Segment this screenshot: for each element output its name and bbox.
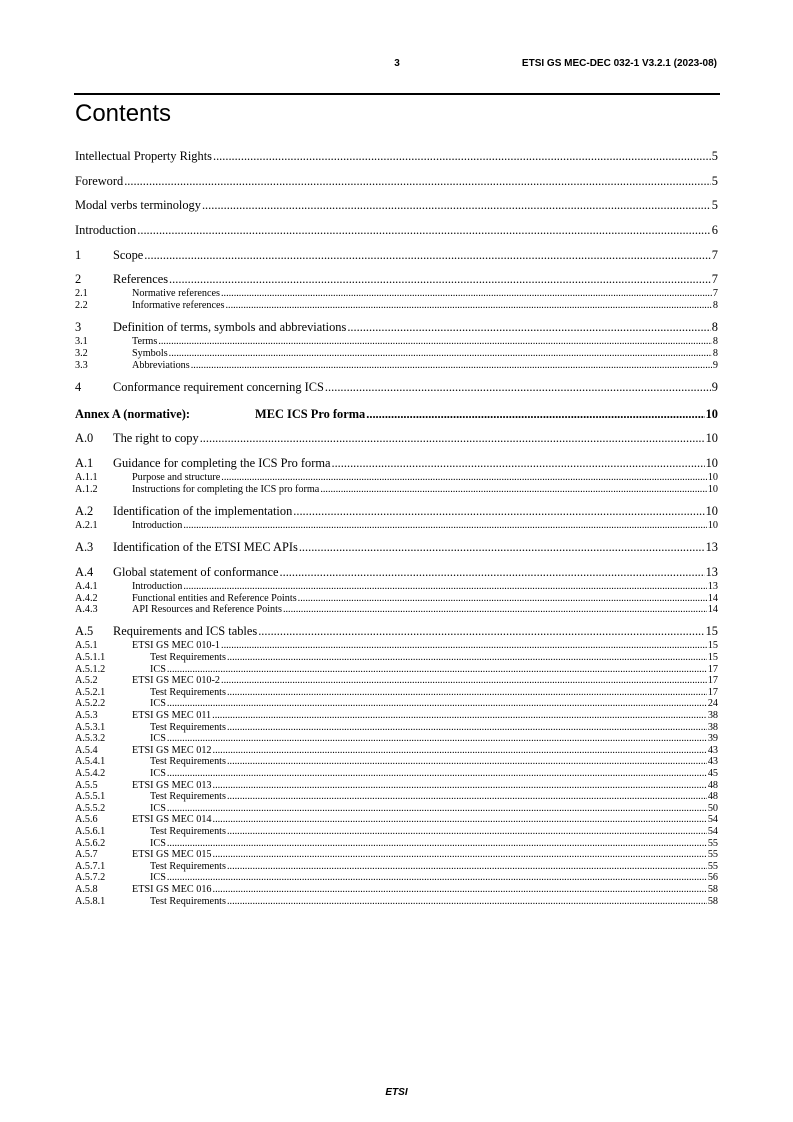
toc-entry-title: Test Requirements (150, 895, 226, 907)
toc-dot-leader (331, 454, 704, 472)
table-of-contents (75, 147, 718, 907)
toc-entry-title: The right to copy (113, 431, 199, 446)
toc-dot-leader (169, 270, 711, 288)
toc-dot-leader (366, 405, 704, 423)
toc-dot-leader (227, 791, 707, 803)
toc-entry-title: Test Requirements (150, 686, 226, 698)
toc-entry-title: Test Requirements (150, 825, 226, 837)
toc-entry[interactable] (75, 710, 718, 722)
toc-entry[interactable] (75, 861, 718, 873)
toc-entry-title: ICS (150, 802, 166, 814)
toc-entry-title: ICS (150, 837, 166, 849)
toc-entry-page: 17 (707, 663, 718, 675)
toc-entry[interactable] (75, 814, 718, 826)
toc-entry[interactable] (75, 675, 718, 687)
toc-entry-page: 9 (711, 379, 718, 394)
toc-dot-leader (221, 472, 707, 484)
toc-entry[interactable] (75, 687, 718, 699)
toc-entry[interactable] (75, 270, 718, 288)
document-id: ETSI GS MEC-DEC 032-1 V3.2.1 (2023-08) (521, 58, 717, 69)
footer-etsi: ETSI (385, 1087, 408, 1098)
toc-dot-leader (227, 687, 707, 699)
toc-entry-title: Scope (113, 247, 144, 262)
toc-entry-page: 7 (711, 272, 718, 287)
toc-entry[interactable] (75, 484, 718, 496)
toc-dot-leader (213, 849, 707, 861)
toc-entry-number: A.5.5 (75, 779, 98, 791)
toc-entry-title: ETSI GS MEC 015 (132, 849, 212, 861)
toc-entry-title: Conformance requirement concerning ICS (113, 379, 324, 394)
toc-entry-page: 6 (711, 223, 718, 238)
toc-dot-leader (298, 593, 707, 605)
toc-entry-page: 48 (707, 791, 718, 803)
toc-entry-number: 3.2 (75, 347, 88, 359)
toc-entry[interactable] (75, 768, 718, 780)
toc-dot-leader (124, 172, 711, 190)
toc-entry[interactable] (75, 872, 718, 884)
toc-entry[interactable] (75, 472, 718, 484)
toc-entry-title: ETSI GS MEC 016 (132, 883, 212, 895)
toc-entry[interactable] (75, 221, 718, 239)
toc-entry-number: A.5.1.1 (75, 652, 106, 664)
toc-entry-number: A.4.1 (75, 581, 98, 592)
toc-entry-number: A.5.8 (75, 883, 98, 895)
toc-entry-page: 10 (707, 520, 718, 532)
toc-entry-page: 8 (712, 347, 718, 359)
toc-entry-number: A.3 (75, 540, 94, 555)
toc-entry-page: 10 (705, 504, 718, 519)
toc-entry[interactable] (75, 318, 718, 336)
toc-dot-leader (213, 745, 707, 757)
toc-entry-number: 2.2 (75, 300, 88, 312)
toc-entry-title: Modal verbs terminology (75, 198, 201, 213)
toc-entry-number: A.5.1.2 (75, 663, 106, 675)
toc-entry-page: 13 (707, 581, 718, 592)
toc-entry-number: Annex A (normative): (75, 406, 190, 421)
toc-entry-title: ICS (150, 663, 166, 675)
toc-entry-number: A.5.3.1 (75, 721, 106, 733)
toc-entry-page: 15 (707, 640, 718, 652)
toc-entry-page: 38 (707, 710, 718, 722)
toc-entry-number: A.5.2.2 (75, 698, 106, 710)
toc-entry-page: 10 (707, 483, 718, 495)
toc-entry-page: 39 (707, 733, 718, 745)
toc-entry[interactable] (75, 429, 718, 447)
toc-dot-leader (320, 484, 707, 496)
toc-dot-leader (212, 710, 707, 722)
toc-entry-number: A.5 (75, 624, 94, 639)
toc-entry-page: 17 (707, 686, 718, 698)
toc-entry[interactable] (75, 698, 718, 710)
toc-entry-number: A.5.5.2 (75, 802, 106, 814)
toc-entry[interactable] (75, 791, 718, 803)
toc-entry[interactable] (75, 622, 718, 640)
toc-dot-leader (158, 336, 712, 348)
toc-entry-title: Purpose and structure (132, 472, 221, 484)
toc-entry-page: 56 (707, 872, 718, 884)
toc-entry-number: A.5.4 (75, 744, 98, 756)
toc-entry[interactable] (75, 780, 718, 792)
toc-entry-number: A.5.7 (75, 849, 98, 861)
toc-entry-page: 48 (707, 779, 718, 791)
toc-entry-title: Identification of the ETSI MEC APIs (113, 540, 298, 555)
toc-entry-page: 55 (707, 849, 718, 861)
toc-entry-title: ICS (150, 733, 166, 745)
toc-entry[interactable] (75, 454, 718, 472)
toc-entry-page: 5 (711, 198, 718, 213)
toc-entry[interactable] (75, 288, 718, 300)
toc-entry[interactable] (75, 336, 718, 348)
toc-entry-number: 3 (75, 320, 82, 335)
toc-entry-number: A.5.4.1 (75, 756, 106, 768)
toc-entry-number: A.5.3 (75, 710, 98, 722)
toc-dot-leader (167, 733, 707, 745)
toc-entry-title: ICS (150, 768, 166, 779)
toc-entry-number: A.5.3.2 (75, 733, 106, 745)
toc-entry-title: ETSI GS MEC 013 (132, 779, 212, 791)
toc-dot-leader (227, 652, 707, 664)
toc-entry-title: Test Requirements (150, 791, 226, 803)
toc-entry-title: Intellectual Property Rights (75, 149, 212, 163)
toc-entry-number: 2 (75, 272, 82, 287)
toc-entry[interactable] (75, 360, 718, 372)
toc-entry[interactable] (75, 664, 718, 676)
toc-dot-leader (167, 872, 707, 884)
toc-entry-title: MEC ICS Pro forma (255, 406, 366, 421)
toc-dot-leader (325, 378, 711, 396)
toc-entry[interactable] (75, 581, 718, 593)
toc-entry-page: 14 (707, 592, 718, 604)
toc-dot-leader (221, 288, 712, 300)
toc-entry[interactable] (75, 348, 718, 360)
toc-dot-leader (225, 300, 711, 312)
toc-entry-title: Functional entities and Reference Points (132, 592, 297, 604)
toc-dot-leader (227, 896, 707, 908)
toc-dot-leader (213, 814, 707, 826)
toc-dot-leader (213, 147, 711, 165)
toc-entry-title: Identification of the implementation (113, 504, 293, 519)
toc-entry[interactable] (75, 826, 718, 838)
toc-entry-title: Informative references (132, 300, 225, 312)
toc-entry[interactable] (75, 733, 718, 745)
toc-dot-leader (299, 538, 705, 556)
toc-entry-page: 8 (711, 320, 718, 335)
toc-entry-page: 55 (707, 837, 718, 849)
toc-entry-page: 24 (707, 698, 718, 710)
toc-entry-title: ETSI GS MEC 014 (132, 814, 212, 826)
toc-entry-number: 2.1 (75, 288, 88, 300)
toc-entry-page: 13 (705, 565, 718, 579)
toc-entry-page: 14 (707, 604, 718, 616)
toc-dot-leader (213, 884, 707, 896)
page-number: 3 (394, 58, 400, 69)
toc-dot-leader (258, 622, 704, 640)
toc-entry-page: 17 (707, 675, 718, 687)
toc-entry-title: ETSI GS MEC 010-1 (132, 640, 221, 652)
toc-dot-leader (183, 581, 706, 593)
toc-dot-leader (183, 520, 706, 532)
toc-entry-title: Guidance for completing the ICS Pro forma (113, 456, 331, 471)
toc-entry[interactable] (75, 300, 718, 312)
toc-dot-leader (283, 604, 707, 616)
toc-dot-leader (144, 246, 711, 264)
toc-entry-number: 3.3 (75, 359, 88, 371)
toc-entry-number: A.5.6 (75, 814, 98, 826)
toc-dot-leader (213, 780, 707, 792)
toc-entry-page: 38 (707, 721, 718, 733)
toc-entry[interactable] (75, 722, 718, 734)
page-title: Contents (75, 100, 172, 127)
toc-dot-leader (293, 502, 704, 520)
toc-entry-page: 58 (707, 883, 718, 895)
toc-entry-title: ETSI GS MEC 012 (132, 744, 212, 756)
toc-dot-leader (167, 838, 707, 850)
toc-entry-page: 54 (707, 825, 718, 837)
toc-entry-number: A.4.2 (75, 592, 98, 604)
toc-entry-page: 5 (711, 173, 718, 188)
toc-entry[interactable] (75, 849, 718, 861)
toc-dot-leader (221, 640, 707, 652)
toc-entry[interactable] (75, 405, 718, 423)
toc-entry-page: 10 (705, 431, 718, 446)
toc-entry[interactable] (75, 604, 718, 616)
toc-entry-page: 43 (707, 744, 718, 756)
toc-entry-page: 54 (707, 814, 718, 826)
toc-entry-number: A.5.4.2 (75, 768, 106, 779)
toc-entry-page: 7 (712, 288, 718, 300)
toc-entry-number: A.5.2 (75, 675, 98, 687)
toc-entry-title: Introduction (75, 223, 137, 238)
toc-entry-number: A.5.6.1 (75, 825, 106, 837)
toc-entry-number: A.0 (75, 431, 94, 446)
toc-entry-page: 10 (707, 472, 718, 484)
toc-entry-number: A.1.1 (75, 472, 98, 484)
toc-entry-page: 55 (707, 860, 718, 872)
toc-entry-page: 8 (712, 300, 718, 312)
toc-entry-number: A.1 (75, 456, 94, 471)
toc-dot-leader (227, 861, 707, 873)
toc-entry[interactable] (75, 502, 718, 520)
toc-entry-page: 15 (705, 624, 718, 639)
toc-entry-title: Test Requirements (150, 860, 226, 872)
toc-entry[interactable] (75, 538, 718, 556)
toc-dot-leader (202, 196, 711, 214)
toc-entry-title: Global statement of conformance (113, 565, 279, 579)
toc-entry[interactable] (75, 563, 718, 581)
toc-entry-title: Introduction (132, 520, 183, 532)
toc-dot-leader (227, 826, 707, 838)
toc-entry-title: ETSI GS MEC 011 (132, 710, 212, 722)
toc-entry-title: Introduction (132, 581, 183, 592)
toc-entry-number: 1 (75, 247, 82, 262)
toc-entry-number: A.1.2 (75, 483, 98, 495)
toc-entry-number: A.5.8.1 (75, 895, 106, 907)
toc-entry-title: Normative references (132, 288, 220, 300)
toc-entry-number: 3.1 (75, 336, 88, 348)
toc-dot-leader (167, 698, 707, 710)
toc-entry-title: Definition of terms, symbols and abbreviations (113, 320, 347, 335)
toc-entry-page: 13 (705, 540, 718, 555)
toc-entry-title: Test Requirements (150, 721, 226, 733)
toc-dot-leader (137, 221, 711, 239)
toc-entry[interactable] (75, 745, 718, 757)
toc-entry[interactable] (75, 147, 718, 165)
toc-entry-title: ICS (150, 698, 166, 710)
toc-entry-page: 10 (705, 456, 718, 471)
toc-entry-title: Terms (132, 336, 158, 348)
toc-dot-leader (221, 675, 707, 687)
toc-entry[interactable] (75, 756, 718, 768)
toc-entry[interactable] (75, 884, 718, 896)
toc-dot-leader (167, 803, 707, 815)
toc-entry-page: 43 (707, 756, 718, 768)
toc-dot-leader (347, 318, 710, 336)
toc-entry-number: A.4.3 (75, 604, 98, 616)
toc-entry-title: Abbreviations (132, 359, 190, 371)
toc-entry-title: Test Requirements (150, 756, 226, 768)
toc-entry-page: 58 (707, 895, 718, 907)
toc-dot-leader (191, 360, 712, 372)
toc-entry-number: A.5.6.2 (75, 837, 106, 849)
toc-entry-page: 50 (707, 802, 718, 814)
toc-entry-page: 10 (705, 406, 718, 421)
toc-entry-title: ICS (150, 872, 166, 884)
toc-entry-title: API Resources and Reference Points (132, 604, 282, 616)
toc-entry-title: Symbols (132, 347, 168, 359)
toc-entry-number: A.5.7.1 (75, 860, 106, 872)
toc-entry-title: Test Requirements (150, 652, 226, 664)
toc-entry-number: A.5.5.1 (75, 791, 106, 803)
toc-entry[interactable] (75, 640, 718, 652)
toc-dot-leader (169, 348, 712, 360)
toc-entry[interactable] (75, 246, 718, 264)
toc-dot-leader (200, 429, 705, 447)
toc-entry[interactable] (75, 803, 718, 815)
toc-dot-leader (167, 768, 707, 780)
toc-entry-number: 4 (75, 379, 82, 394)
toc-entry-title: References (113, 272, 169, 287)
toc-entry-page: 7 (711, 247, 718, 262)
toc-entry-title: Foreword (75, 173, 124, 188)
toc-entry[interactable] (75, 172, 718, 190)
toc-entry-page: 15 (707, 652, 718, 664)
toc-entry[interactable] (75, 593, 718, 605)
toc-entry-title: ETSI GS MEC 010-2 (132, 675, 221, 687)
toc-entry-page: 8 (712, 336, 718, 348)
toc-dot-leader (227, 722, 707, 734)
toc-dot-leader (227, 756, 707, 768)
toc-entry-number: A.2 (75, 504, 94, 519)
toc-entry-number: A.5.7.2 (75, 872, 106, 884)
toc-entry[interactable] (75, 652, 718, 664)
toc-dot-leader (280, 563, 705, 581)
toc-entry-page: 5 (711, 149, 718, 163)
toc-entry-number: A.4 (75, 565, 94, 579)
toc-entry[interactable] (75, 838, 718, 850)
toc-entry-number: A.2.1 (75, 520, 98, 532)
toc-entry-title: Instructions for completing the ICS pro forma (132, 483, 320, 495)
toc-entry[interactable] (75, 520, 718, 532)
header-rule (74, 93, 720, 95)
toc-entry[interactable] (75, 378, 718, 396)
toc-entry[interactable] (75, 196, 718, 214)
toc-entry[interactable] (75, 896, 718, 908)
toc-entry-page: 45 (707, 768, 718, 779)
toc-entry-title: Requirements and ICS tables (113, 624, 258, 639)
toc-dot-leader (167, 664, 707, 676)
toc-entry-page: 9 (712, 359, 718, 371)
toc-entry-number: A.5.1 (75, 640, 98, 652)
toc-entry-number: A.5.2.1 (75, 686, 106, 698)
